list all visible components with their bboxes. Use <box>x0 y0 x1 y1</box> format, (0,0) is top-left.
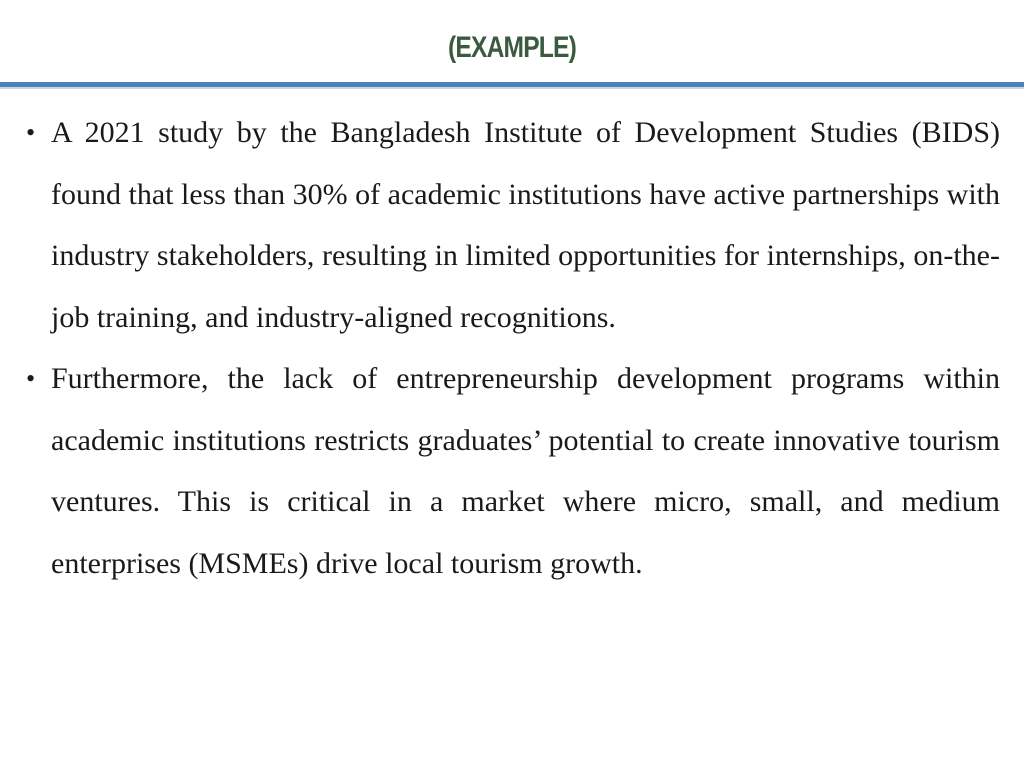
bullet-item <box>22 348 1000 594</box>
bullet-text: Furthermore, the lack of entrepreneurship development programs within academic institutions restricts graduates’ potential to create innovative tourism ventures. This is critical in a market where micro, small, and medium enterprises (MSMEs) drive local tourism growth. <box>51 362 1000 580</box>
bullet-icon: • <box>26 118 36 147</box>
title-divider-shadow <box>0 87 1024 89</box>
bullet-text: A 2021 study by the Bangladesh Institute of Development Studies (BIDS) found that less than 30% of academic institutions have active partnerships with industry stakeholders, resulting in limited opportunities for internships, on-the-job training, and industry-aligned recognitions. <box>51 116 1000 334</box>
bullet-list <box>22 102 1000 594</box>
bullet-item <box>22 102 1000 348</box>
bullet-icon: • <box>26 364 36 393</box>
slide-title: (EXAMPLE) <box>448 31 576 64</box>
